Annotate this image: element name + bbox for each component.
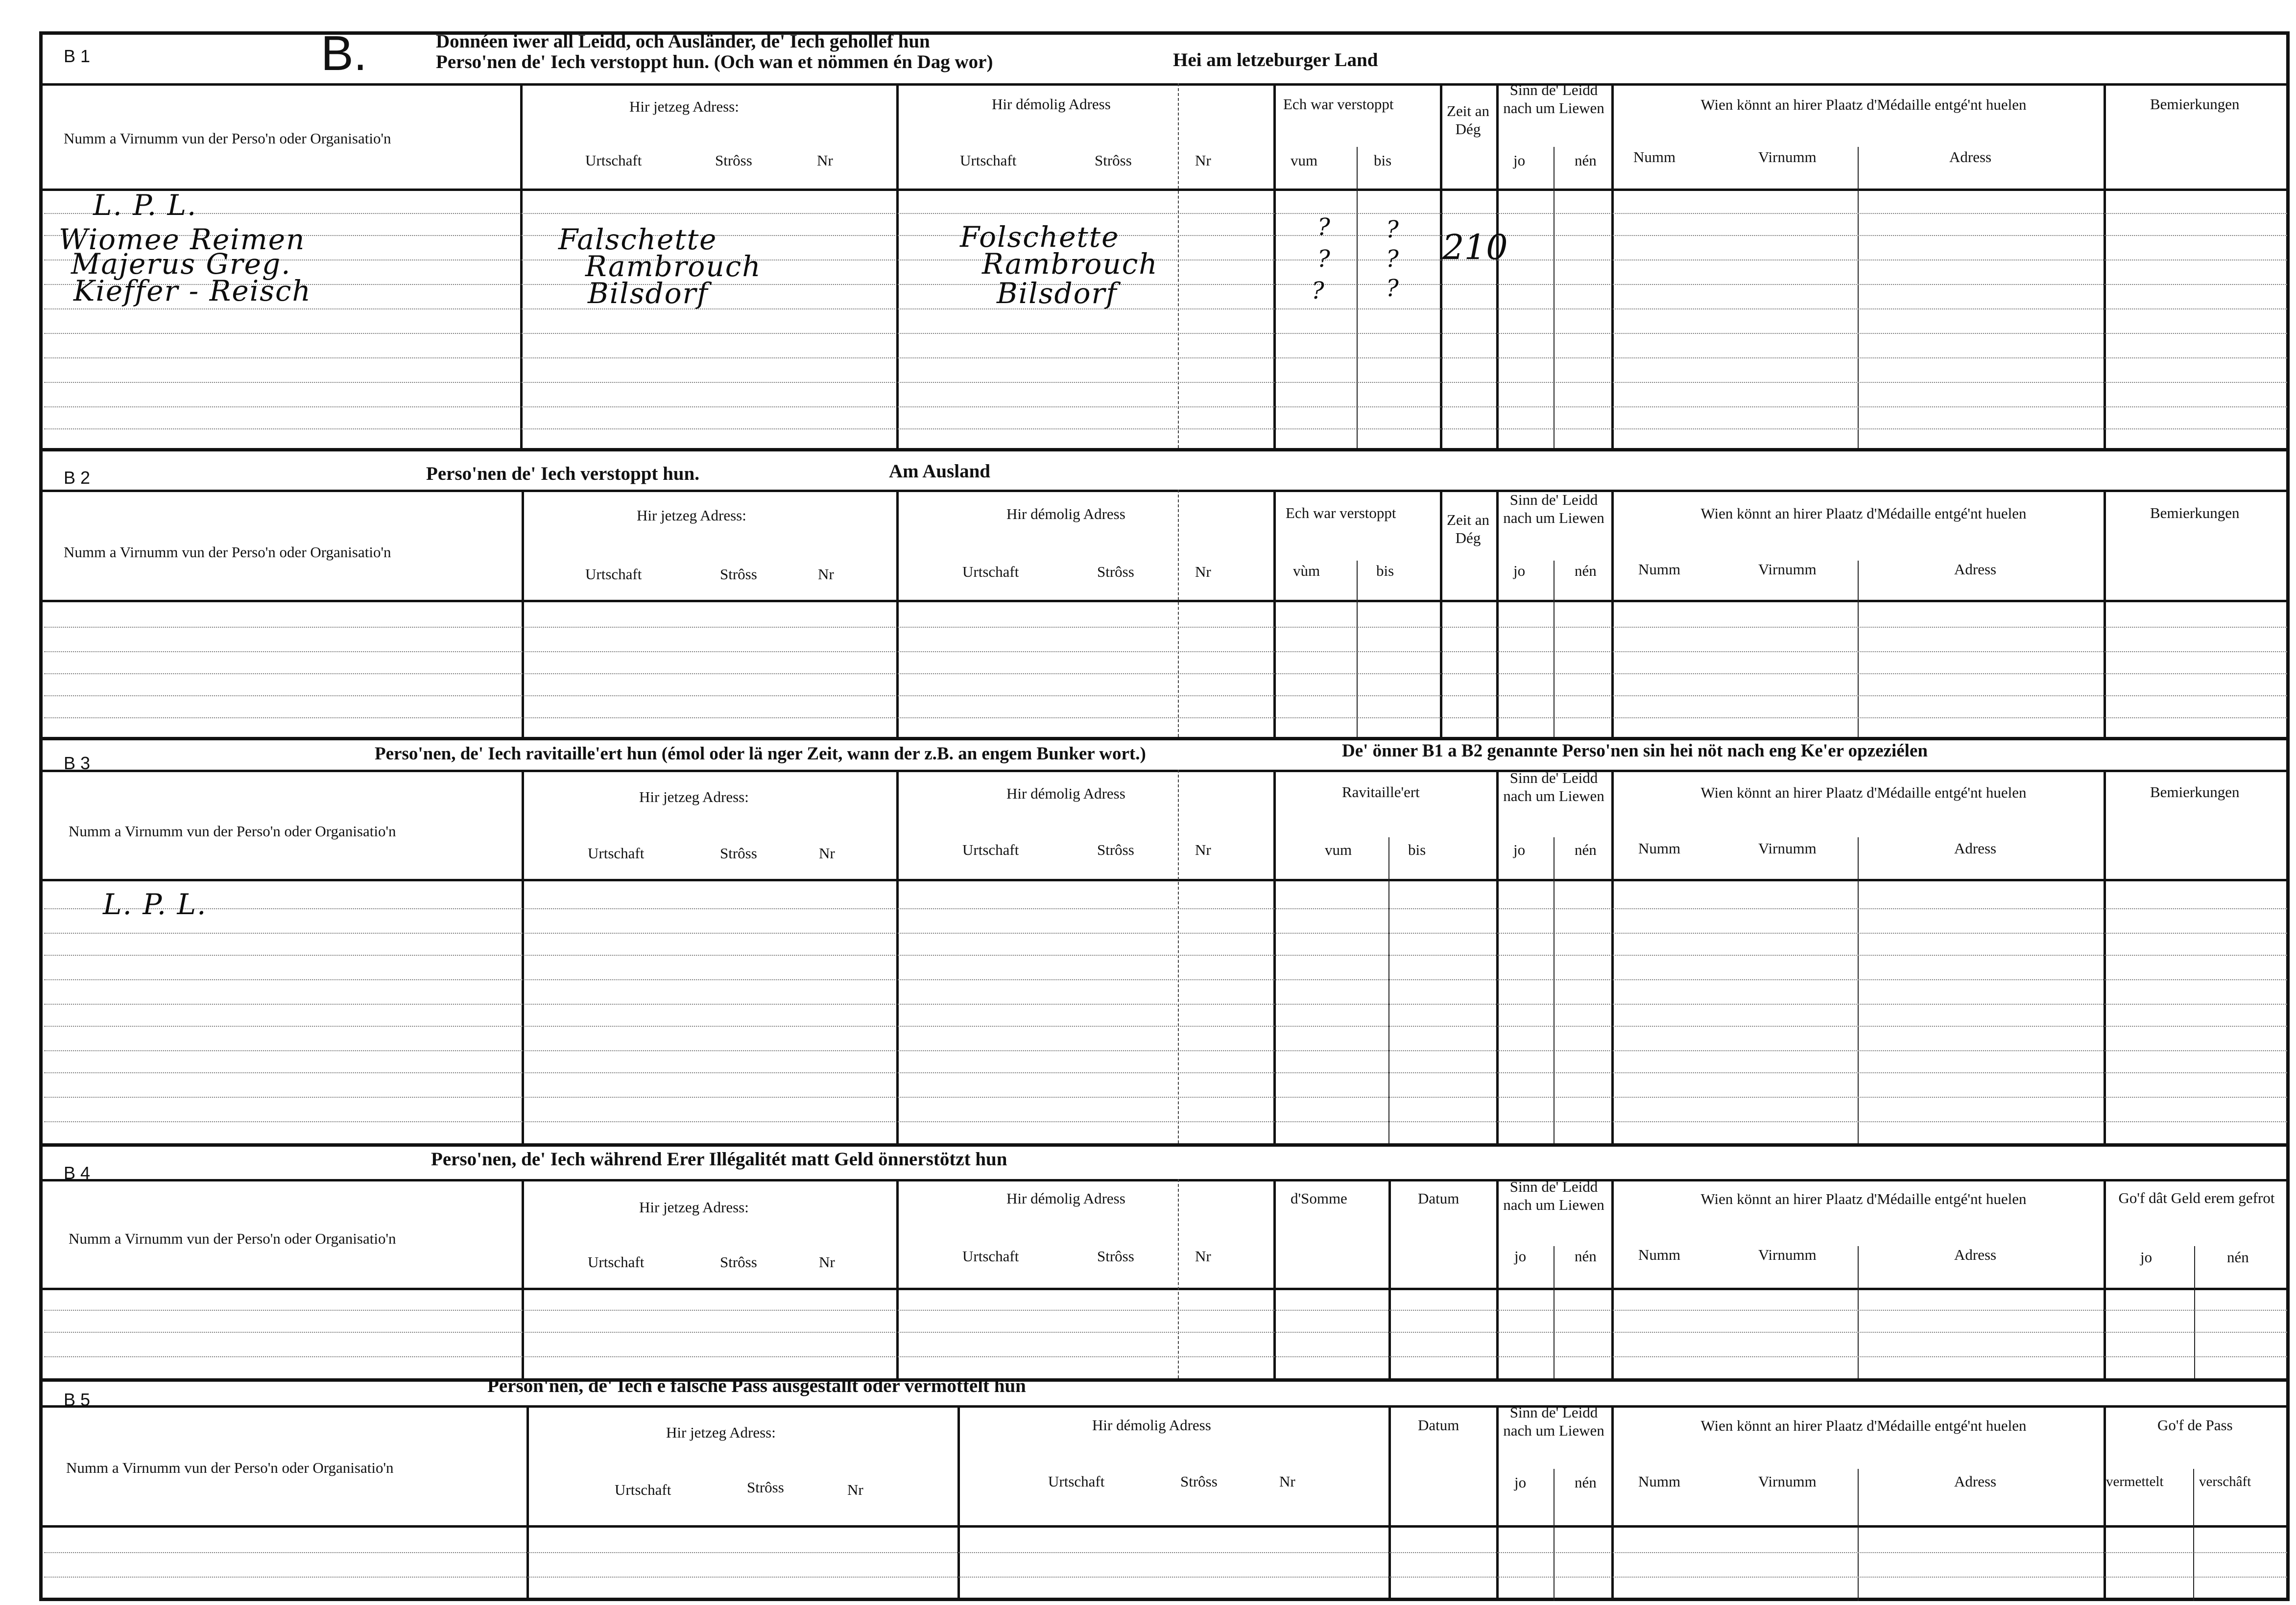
header-street: Strôss bbox=[1097, 563, 1134, 580]
header-town: Urtschaft bbox=[588, 845, 645, 862]
header-medal-address: Adress bbox=[1949, 148, 1992, 165]
header-number: Nr bbox=[1279, 1473, 1295, 1490]
header-town: Urtschaft bbox=[962, 841, 1019, 858]
header-no: nén bbox=[1575, 152, 1597, 169]
header-no: nén bbox=[1575, 841, 1597, 858]
header-no: nén bbox=[1575, 562, 1597, 579]
header-medal-name: Numm bbox=[1638, 840, 1681, 857]
section-divider bbox=[39, 448, 2290, 451]
section-id: B 4 bbox=[64, 1163, 91, 1183]
header-medal-address: Adress bbox=[1954, 1473, 1997, 1490]
header-sum: d'Somme bbox=[1291, 1190, 1347, 1207]
entry-hidden-to: ? bbox=[1386, 216, 1400, 243]
header-number: Nr bbox=[1195, 563, 1211, 580]
header-current-address: Hir jetzeg Adress: bbox=[639, 788, 749, 805]
header-medal-firstname: Virnumm bbox=[1758, 840, 1817, 857]
header-current-address: Hir jetzeg Adress: bbox=[637, 507, 746, 524]
header-medal: Wien könnt an hirer Plaatz d'Médaille entgé'nt huelen bbox=[1700, 505, 2027, 522]
header-date: Datum bbox=[1418, 1190, 1459, 1207]
header-number: Nr bbox=[819, 1253, 835, 1271]
header-medal: Wien könnt an hirer Plaatz d'Médaille entgé'nt huelen bbox=[1700, 784, 2027, 801]
header-no: nén bbox=[1575, 1474, 1597, 1491]
section-divider bbox=[39, 1143, 2290, 1147]
header-medal: Wien könnt an hirer Plaatz d'Médaille entgé'nt huelen bbox=[1700, 1417, 2027, 1434]
header-to: bis bbox=[1374, 152, 1392, 169]
entry-days: 210 bbox=[1442, 227, 1508, 267]
header-street: Strôss bbox=[715, 152, 752, 169]
header-alive: Sinn de' Leidd nach um Liewen bbox=[1503, 491, 1604, 527]
header-former-address: Hir démolig Adress bbox=[1006, 505, 1125, 522]
header-street: Strôss bbox=[720, 1253, 757, 1271]
header-medal: Wien könnt an hirer Plaatz d'Médaille entgé'nt huelen bbox=[1700, 96, 2027, 113]
section-divider bbox=[39, 737, 2290, 740]
header-medal-name: Numm bbox=[1633, 148, 1676, 165]
section-id: B 3 bbox=[64, 753, 91, 773]
header-street: Strôss bbox=[720, 845, 757, 862]
header-from: vum bbox=[1325, 841, 1352, 858]
entry-former-town: Rambrouch bbox=[982, 247, 1158, 281]
header-town: Urtschaft bbox=[615, 1481, 671, 1498]
header-alive: Sinn de' Leidd nach um Liewen bbox=[1503, 1404, 1604, 1440]
entry-hidden-to: ? bbox=[1386, 275, 1400, 302]
header-hidden: Ech war verstoppt bbox=[1283, 95, 1394, 113]
section-title-note: De' önner B1 a B2 genannte Perso'nen sin hei nöt nach eng Ke'er opzeziélen bbox=[1342, 741, 1928, 761]
header-name: Numm a Virnumm vun der Perso'n oder Organisatio'n bbox=[69, 823, 396, 840]
header-street: Strôss bbox=[1097, 1248, 1134, 1265]
header-number: Nr bbox=[819, 845, 835, 862]
header-current-address: Hir jetzeg Adress: bbox=[639, 1199, 749, 1216]
header-supplied: Ravitaille'ert bbox=[1342, 783, 1420, 801]
entry-name: Majerus Greg. bbox=[71, 247, 291, 281]
section-title: Perso'nen, de' Iech ravitaille'ert hun (émol oder lä nger Zeit, wann der z.B. an engem Bunker wort.) bbox=[375, 744, 1146, 764]
entry-hidden-to: ? bbox=[1386, 245, 1400, 273]
form-letter: B. bbox=[321, 26, 367, 81]
header-name: Numm a Virnumm vun der Perso'n oder Organisatio'n bbox=[64, 130, 391, 147]
header-town: Urtschaft bbox=[585, 152, 642, 169]
header-former-address: Hir démolig Adress bbox=[1006, 1190, 1125, 1207]
header-from: vùm bbox=[1293, 562, 1320, 579]
header-yes: jo bbox=[1513, 841, 1526, 858]
section-title-line1: Donnéen iwer all Leidd, och Ausländer, de' Iech gehollef hun bbox=[436, 31, 930, 52]
entry-former-town: Folschette bbox=[960, 220, 1120, 254]
header-pass: Go'f de Pass bbox=[2157, 1416, 2233, 1434]
section-title-location: Hei am letzeburger Land bbox=[1173, 49, 1378, 71]
header-town: Urtschaft bbox=[588, 1253, 645, 1271]
header-medal: Wien könnt an hirer Plaatz d'Médaille entgé'nt huelen bbox=[1700, 1190, 2027, 1207]
entry-organisation: L. P. L. bbox=[103, 888, 207, 921]
header-town: Urtschaft bbox=[962, 1248, 1019, 1265]
header-pass-mediated: vermettelt bbox=[2106, 1474, 2164, 1489]
header-number: Nr bbox=[1195, 1248, 1211, 1265]
header-medal-firstname: Virnumm bbox=[1758, 561, 1817, 578]
header-medal-name: Numm bbox=[1638, 1473, 1681, 1490]
header-medal-address: Adress bbox=[1954, 840, 1997, 857]
header-number: Nr bbox=[847, 1481, 863, 1498]
header-medal-address: Adress bbox=[1954, 561, 1997, 578]
header-town: Urtschaft bbox=[960, 152, 1017, 169]
header-hidden: Ech war verstoppt bbox=[1286, 504, 1396, 521]
header-time: Zeit an Dég bbox=[1447, 102, 1489, 138]
section-id: B 2 bbox=[64, 468, 91, 488]
header-remarks: Bemierkungen bbox=[2150, 95, 2240, 113]
header-current-address: Hir jetzeg Adress: bbox=[629, 98, 739, 115]
header-time: Zeit an Dég bbox=[1447, 511, 1489, 547]
header-street: Strôss bbox=[1180, 1473, 1218, 1490]
header-name: Numm a Virnumm vun der Perso'n oder Organisatio'n bbox=[66, 1459, 394, 1476]
header-street: Strôss bbox=[720, 566, 757, 583]
header-medal-firstname: Virnumm bbox=[1758, 1473, 1817, 1490]
header-number: Nr bbox=[818, 566, 834, 583]
entry-hidden-from: ? bbox=[1312, 277, 1325, 305]
entry-current-town: Rambrouch bbox=[585, 250, 762, 283]
header-former-address: Hir démolig Adress bbox=[1006, 785, 1125, 802]
header-street: Strôss bbox=[747, 1479, 784, 1496]
section-title: Perso'nen, de' Iech während Erer Illégalitét matt Geld önnerstötzt hun bbox=[431, 1149, 1007, 1170]
entry-former-town: Bilsdorf bbox=[997, 277, 1118, 310]
header-refund-yes: jo bbox=[2140, 1249, 2152, 1266]
header-town: Urtschaft bbox=[962, 563, 1019, 580]
header-yes: jo bbox=[1514, 1474, 1527, 1491]
header-name: Numm a Virnumm vun der Perso'n oder Organisatio'n bbox=[69, 1230, 396, 1247]
header-to: bis bbox=[1408, 841, 1426, 858]
entry-current-town: Bilsdorf bbox=[588, 277, 709, 310]
header-medal-firstname: Virnumm bbox=[1758, 148, 1817, 165]
section-title: Perso'nen de' Iech verstoppt hun. bbox=[426, 463, 699, 484]
header-medal-name: Numm bbox=[1638, 1246, 1681, 1263]
header-town: Urtschaft bbox=[1048, 1473, 1105, 1490]
entry-hidden-from: ? bbox=[1317, 245, 1331, 273]
header-yes: jo bbox=[1514, 1248, 1527, 1265]
entry-name: Wiomee Reimen bbox=[59, 223, 306, 256]
section-title-line2: Perso'nen de' Iech verstoppt hun. (Och wan et nömmen én Dag wor) bbox=[436, 51, 993, 72]
header-no: nén bbox=[1575, 1248, 1597, 1265]
header-remarks: Bemierkungen bbox=[2150, 783, 2240, 801]
header-street: Strôss bbox=[1097, 841, 1134, 858]
section-title: Person'nen, de' Iech é falsche Pass ausgestallt oder vermöttelt hun bbox=[487, 1375, 1026, 1396]
header-refund: Go'f dât Geld erem gefrot bbox=[2118, 1189, 2275, 1206]
form-frame bbox=[39, 31, 2290, 1601]
header-from: vum bbox=[1291, 152, 1318, 169]
entry-hidden-from: ? bbox=[1317, 213, 1331, 241]
section-divider bbox=[39, 1378, 2290, 1382]
header-medal-address: Adress bbox=[1954, 1246, 1997, 1263]
entry-organisation: L. P. L. bbox=[93, 189, 197, 222]
header-number: Nr bbox=[817, 152, 833, 169]
section-id: B 1 bbox=[64, 46, 91, 66]
header-yes: jo bbox=[1513, 562, 1526, 579]
header-alive: Sinn de' Leidd nach um Liewen bbox=[1503, 1178, 1604, 1214]
header-alive: Sinn de' Leidd nach um Liewen bbox=[1503, 769, 1604, 805]
header-medal-name: Numm bbox=[1638, 561, 1681, 578]
header-to: bis bbox=[1376, 562, 1394, 579]
entry-name: Kieffer - Reisch bbox=[73, 274, 311, 307]
header-yes: jo bbox=[1513, 152, 1526, 169]
header-number: Nr bbox=[1195, 841, 1211, 858]
header-pass-procured: verschâft bbox=[2199, 1474, 2251, 1489]
header-name: Numm a Virnumm vun der Perso'n oder Organisatio'n bbox=[64, 543, 391, 561]
section-title-location: Am Ausland bbox=[889, 461, 990, 482]
header-street: Strôss bbox=[1095, 152, 1132, 169]
header-medal-firstname: Virnumm bbox=[1758, 1246, 1817, 1263]
header-date: Datum bbox=[1418, 1416, 1459, 1434]
header-remarks: Bemierkungen bbox=[2150, 504, 2240, 521]
header-current-address: Hir jetzeg Adress: bbox=[666, 1424, 776, 1441]
entry-current-town: Falschette bbox=[558, 223, 718, 256]
header-refund-no: nén bbox=[2227, 1249, 2249, 1266]
header-former-address: Hir démolig Adress bbox=[992, 95, 1111, 113]
section-id: B 5 bbox=[64, 1390, 91, 1410]
header-town: Urtschaft bbox=[585, 566, 642, 583]
header-alive: Sinn de' Leidd nach um Liewen bbox=[1503, 81, 1604, 117]
header-number: Nr bbox=[1195, 152, 1211, 169]
header-former-address: Hir démolig Adress bbox=[1092, 1416, 1211, 1434]
